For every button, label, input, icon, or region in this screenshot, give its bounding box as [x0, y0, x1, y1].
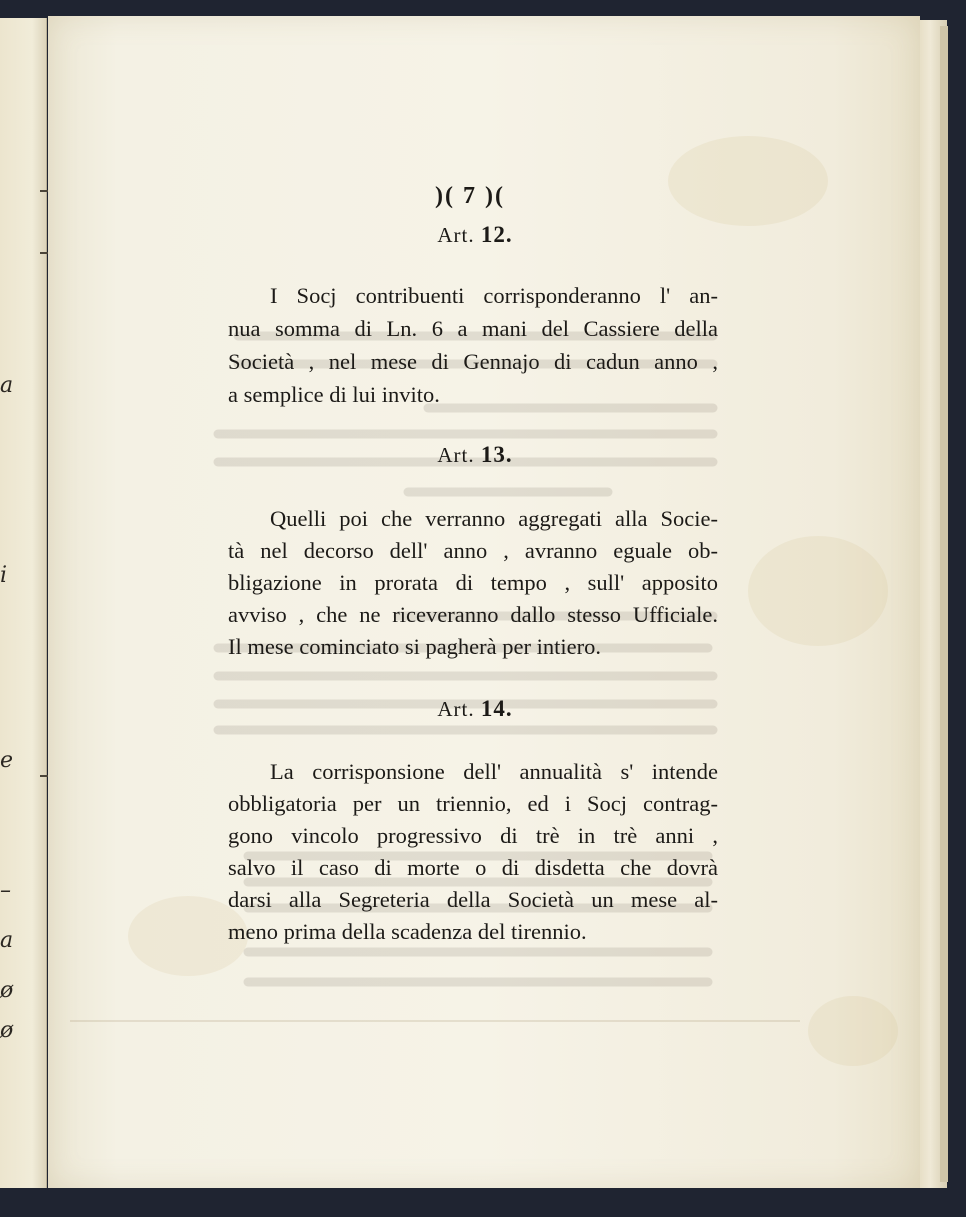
handwritten-mark: a	[0, 373, 14, 398]
article-heading-label: Art.	[437, 223, 475, 247]
handwritten-mark: ø	[0, 1018, 14, 1043]
article-heading	[420, 442, 530, 468]
article-heading	[420, 696, 530, 722]
handwritten-mark: i	[0, 563, 8, 588]
handwritten-mark: e	[0, 748, 14, 773]
handwritten-mark: –	[0, 878, 11, 903]
text-line: Società , nel mese di Gennajo di cadun anno ,	[228, 349, 718, 374]
text-line: obbligatoria per un triennio, ed i Socj contrag-	[228, 791, 718, 816]
text-line: bligazione in prorata di tempo , sull' apposito	[228, 570, 718, 595]
text-line: La corrisponsione dell' annualità s' intende	[270, 759, 718, 784]
article-heading	[420, 222, 530, 248]
article-number: 14.	[480, 696, 513, 721]
text-line: gono vincolo progressivo di trè in trè anni ,	[228, 823, 718, 848]
text-line: Quelli poi che verranno aggregati alla Socie-	[270, 506, 718, 531]
text-line: a semplice di lui invito.	[228, 382, 440, 407]
article-heading-label: Art.	[437, 697, 475, 721]
text-line: tà nel decorso dell' anno , avranno eguale ob-	[228, 538, 718, 563]
text-line: nua somma di Ln. 6 a mani del Cassiere della	[228, 316, 718, 341]
text-line: Il mese cominciato si pagherà per intiero.	[228, 634, 601, 659]
article-number: 12.	[480, 222, 513, 247]
article-heading-label: Art.	[437, 443, 475, 467]
text-line: I Socj contribuenti corrisponderanno l' an-	[270, 283, 718, 308]
text-line: darsi alla Segreteria della Società un mese al-	[228, 887, 718, 912]
article-number: 13.	[480, 442, 513, 467]
page-number: )( 7 )(	[435, 183, 505, 209]
handwritten-mark: ø	[0, 978, 14, 1003]
text-line: salvo il caso di morte o di disdetta che dovrà	[228, 855, 718, 880]
text-line: avviso , che ne riceveranno dallo stesso Ufficiale.	[228, 602, 718, 627]
handwritten-mark: a	[0, 928, 14, 953]
text-line: meno prima della scadenza del tirennio.	[228, 919, 587, 944]
